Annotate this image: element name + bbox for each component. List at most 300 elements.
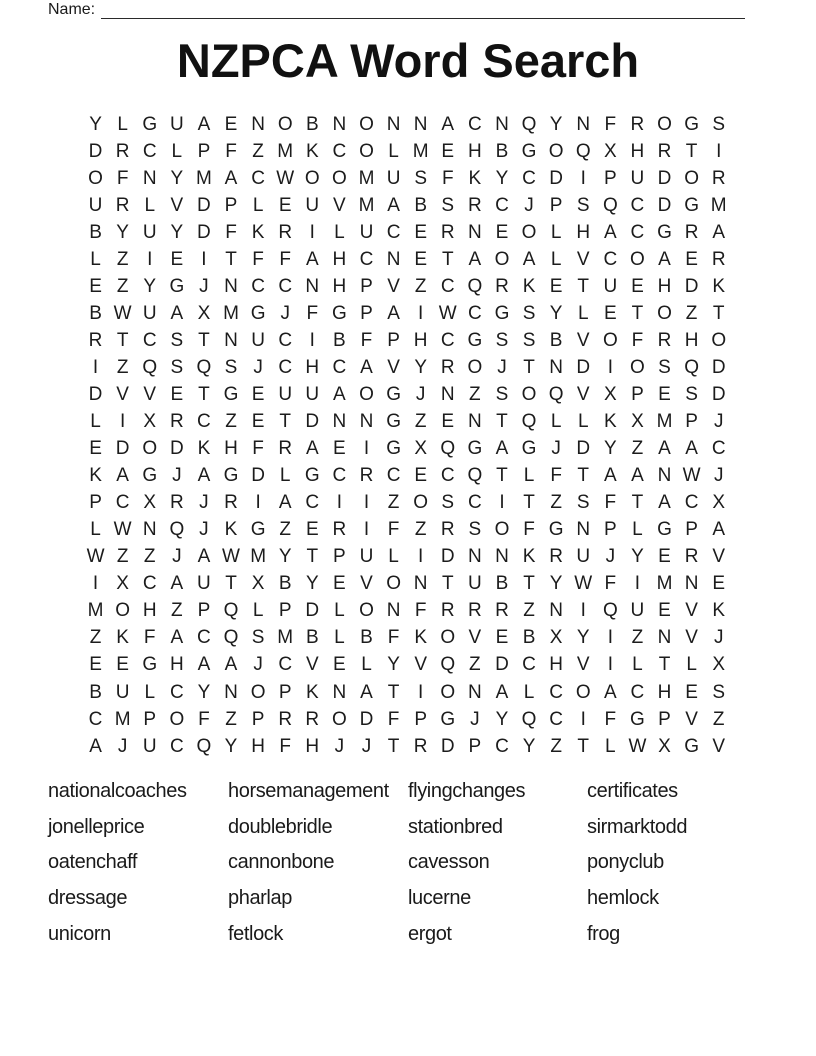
grid-letter[interactable]: G bbox=[657, 519, 672, 541]
grid-letter[interactable]: Y bbox=[116, 221, 129, 243]
grid-letter[interactable]: V bbox=[305, 654, 319, 676]
grid-letter[interactable]: H bbox=[630, 140, 645, 162]
grid-letter[interactable]: E bbox=[305, 519, 319, 541]
grid-letter[interactable]: Q bbox=[223, 600, 239, 622]
grid-letter[interactable]: T bbox=[198, 383, 210, 405]
grid-letter[interactable]: K bbox=[89, 465, 102, 487]
grid-letter[interactable]: G bbox=[386, 411, 401, 433]
grid-letter[interactable]: I bbox=[418, 681, 424, 703]
grid-letter[interactable]: R bbox=[359, 465, 374, 487]
grid-letter[interactable]: O bbox=[630, 356, 645, 378]
grid-letter[interactable]: N bbox=[576, 113, 591, 135]
grid-letter[interactable]: L bbox=[577, 302, 589, 324]
grid-letter[interactable]: G bbox=[521, 140, 537, 162]
grid-letter[interactable]: I bbox=[580, 167, 586, 189]
grid-letter[interactable]: N bbox=[657, 627, 672, 649]
grid-letter[interactable]: X bbox=[631, 411, 644, 433]
grid-letter[interactable]: N bbox=[576, 519, 591, 541]
grid-letter[interactable]: R bbox=[278, 221, 293, 243]
grid-letter[interactable]: T bbox=[441, 248, 454, 270]
grid-letter[interactable]: M bbox=[114, 708, 131, 730]
grid-letter[interactable]: L bbox=[252, 600, 264, 622]
grid-letter[interactable]: L bbox=[252, 194, 264, 216]
grid-letter[interactable]: E bbox=[495, 221, 509, 243]
grid-letter[interactable]: C bbox=[169, 681, 184, 703]
grid-letter[interactable]: U bbox=[386, 167, 401, 189]
grid-letter[interactable]: B bbox=[495, 140, 509, 162]
grid-letter[interactable]: I bbox=[363, 492, 370, 514]
grid-letter[interactable]: I bbox=[607, 654, 613, 676]
grid-letter[interactable]: W bbox=[628, 735, 647, 757]
grid-letter[interactable]: G bbox=[684, 194, 699, 216]
grid-letter[interactable]: I bbox=[92, 573, 99, 595]
grid-letter[interactable]: L bbox=[686, 654, 697, 676]
grid-letter[interactable]: R bbox=[549, 546, 563, 568]
grid-letter[interactable]: G bbox=[223, 465, 239, 487]
grid-letter[interactable]: Z bbox=[712, 708, 725, 730]
grid-letter[interactable]: M bbox=[710, 194, 727, 216]
grid-letter[interactable]: G bbox=[169, 275, 185, 297]
grid-letter[interactable]: Z bbox=[89, 627, 102, 649]
grid-letter[interactable]: P bbox=[278, 600, 292, 622]
grid-letter[interactable]: Q bbox=[602, 194, 618, 216]
grid-letter[interactable]: I bbox=[418, 302, 424, 324]
grid-letter[interactable]: B bbox=[522, 627, 536, 649]
grid-letter[interactable]: C bbox=[278, 275, 293, 297]
grid-letter[interactable]: U bbox=[142, 221, 157, 243]
grid-letter[interactable]: T bbox=[116, 329, 129, 351]
grid-letter[interactable]: A bbox=[631, 465, 644, 487]
grid-letter[interactable]: C bbox=[440, 275, 455, 297]
grid-letter[interactable]: A bbox=[170, 573, 184, 595]
grid-letter[interactable]: T bbox=[658, 654, 671, 676]
grid-letter[interactable]: R bbox=[440, 519, 455, 541]
grid-letter[interactable]: W bbox=[438, 302, 457, 324]
grid-letter[interactable]: R bbox=[684, 221, 699, 243]
grid-letter[interactable]: E bbox=[251, 411, 265, 433]
grid-letter[interactable]: N bbox=[224, 275, 238, 297]
grid-letter[interactable]: A bbox=[658, 248, 671, 270]
grid-letter[interactable]: L bbox=[334, 600, 345, 622]
grid-letter[interactable]: R bbox=[440, 221, 455, 243]
grid-letter[interactable]: S bbox=[414, 167, 428, 189]
grid-letter[interactable]: K bbox=[305, 140, 319, 162]
grid-letter[interactable]: P bbox=[360, 275, 373, 297]
grid-letter[interactable]: T bbox=[225, 248, 237, 270]
grid-letter[interactable]: H bbox=[657, 275, 672, 297]
grid-letter[interactable]: A bbox=[224, 654, 238, 676]
grid-letter[interactable]: Z bbox=[469, 654, 481, 676]
grid-letter[interactable]: K bbox=[116, 627, 129, 649]
grid-letter[interactable]: Q bbox=[521, 411, 537, 433]
grid-letter[interactable]: I bbox=[363, 519, 370, 541]
grid-letter[interactable]: I bbox=[634, 573, 641, 595]
grid-letter[interactable]: A bbox=[495, 681, 509, 703]
grid-letter[interactable]: N bbox=[224, 681, 238, 703]
grid-letter[interactable]: P bbox=[549, 194, 563, 216]
grid-letter[interactable]: E bbox=[685, 248, 698, 270]
grid-letter[interactable]: U bbox=[115, 681, 130, 703]
grid-letter[interactable]: L bbox=[577, 411, 589, 433]
grid-letter[interactable]: Y bbox=[631, 546, 644, 568]
grid-letter[interactable]: Q bbox=[602, 600, 618, 622]
grid-letter[interactable]: O bbox=[277, 113, 293, 135]
grid-letter[interactable]: W bbox=[574, 573, 593, 595]
grid-letter[interactable]: L bbox=[523, 681, 535, 703]
grid-letter[interactable]: O bbox=[359, 140, 374, 162]
grid-letter[interactable]: K bbox=[712, 600, 726, 622]
grid-letter[interactable]: A bbox=[603, 465, 617, 487]
grid-letter[interactable]: S bbox=[441, 492, 455, 514]
grid-letter[interactable]: T bbox=[279, 411, 291, 433]
grid-letter[interactable]: N bbox=[549, 356, 563, 378]
grid-letter[interactable]: A bbox=[197, 465, 211, 487]
grid-letter[interactable]: V bbox=[685, 627, 698, 649]
grid-letter[interactable]: F bbox=[279, 735, 291, 757]
grid-letter[interactable]: I bbox=[580, 708, 586, 730]
grid-letter[interactable]: C bbox=[467, 113, 482, 135]
grid-letter[interactable]: Z bbox=[116, 275, 129, 297]
grid-letter[interactable]: C bbox=[115, 492, 130, 514]
grid-letter[interactable]: K bbox=[712, 275, 726, 297]
grid-letter[interactable]: F bbox=[604, 708, 617, 730]
grid-letter[interactable]: C bbox=[386, 221, 401, 243]
grid-letter[interactable]: L bbox=[90, 519, 101, 541]
grid-letter[interactable]: R bbox=[711, 248, 726, 270]
grid-letter[interactable]: X bbox=[658, 735, 671, 757]
grid-letter[interactable]: D bbox=[684, 275, 699, 297]
grid-letter[interactable]: H bbox=[169, 654, 184, 676]
grid-letter[interactable]: F bbox=[116, 167, 129, 189]
grid-letter[interactable]: X bbox=[603, 140, 617, 162]
grid-letter[interactable]: P bbox=[224, 194, 238, 216]
grid-letter[interactable]: J bbox=[713, 627, 724, 649]
grid-letter[interactable]: T bbox=[631, 492, 644, 514]
grid-letter[interactable]: R bbox=[305, 708, 320, 730]
grid-letter[interactable]: Z bbox=[414, 411, 427, 433]
grid-letter[interactable]: F bbox=[360, 329, 373, 351]
grid-letter[interactable]: Y bbox=[549, 573, 563, 595]
grid-letter[interactable]: Y bbox=[495, 167, 509, 189]
grid-letter[interactable]: V bbox=[360, 573, 373, 595]
grid-letter[interactable]: R bbox=[684, 546, 699, 568]
grid-letter[interactable]: P bbox=[360, 302, 373, 324]
grid-letter[interactable]: R bbox=[495, 600, 509, 622]
grid-letter[interactable]: Z bbox=[171, 600, 183, 622]
grid-letter[interactable]: A bbox=[603, 681, 617, 703]
grid-letter[interactable]: R bbox=[169, 411, 184, 433]
grid-letter[interactable]: H bbox=[305, 356, 320, 378]
grid-letter[interactable]: M bbox=[656, 411, 673, 433]
grid-letter[interactable]: G bbox=[223, 383, 239, 405]
grid-letter[interactable]: R bbox=[467, 600, 482, 622]
grid-letter[interactable]: U bbox=[169, 113, 184, 135]
grid-letter[interactable]: R bbox=[495, 275, 509, 297]
grid-letter[interactable]: V bbox=[387, 356, 400, 378]
grid-letter[interactable]: C bbox=[549, 708, 563, 730]
grid-letter[interactable]: V bbox=[387, 275, 400, 297]
grid-letter[interactable]: K bbox=[522, 546, 536, 568]
grid-letter[interactable]: L bbox=[279, 465, 291, 487]
grid-letter[interactable]: Q bbox=[575, 140, 591, 162]
grid-letter[interactable]: C bbox=[332, 465, 347, 487]
grid-letter[interactable]: C bbox=[522, 654, 536, 676]
grid-letter[interactable]: C bbox=[495, 735, 509, 757]
grid-letter[interactable]: C bbox=[440, 329, 455, 351]
grid-letter[interactable]: J bbox=[713, 411, 724, 433]
grid-letter[interactable]: F bbox=[252, 438, 264, 460]
grid-letter[interactable]: O bbox=[602, 329, 618, 351]
grid-letter[interactable]: U bbox=[359, 546, 374, 568]
grid-letter[interactable]: A bbox=[170, 627, 184, 649]
grid-letter[interactable]: N bbox=[332, 411, 347, 433]
grid-letter[interactable]: W bbox=[222, 546, 240, 568]
grid-letter[interactable]: X bbox=[116, 573, 129, 595]
grid-letter[interactable]: T bbox=[523, 573, 535, 595]
grid-letter[interactable]: E bbox=[414, 248, 428, 270]
grid-letter[interactable]: P bbox=[197, 140, 211, 162]
grid-letter[interactable]: D bbox=[88, 383, 103, 405]
grid-letter[interactable]: E bbox=[89, 275, 102, 297]
grid-letter[interactable]: Y bbox=[197, 681, 211, 703]
grid-letter[interactable]: C bbox=[88, 708, 103, 730]
grid-letter[interactable]: L bbox=[117, 113, 128, 135]
grid-letter[interactable]: T bbox=[496, 411, 508, 433]
grid-letter[interactable]: A bbox=[197, 113, 211, 135]
grid-letter[interactable]: L bbox=[144, 194, 156, 216]
grid-letter[interactable]: O bbox=[494, 519, 510, 541]
grid-letter[interactable]: N bbox=[332, 113, 347, 135]
grid-letter[interactable]: Z bbox=[631, 627, 644, 649]
grid-letter[interactable]: S bbox=[712, 681, 726, 703]
grid-letter[interactable]: P bbox=[631, 383, 644, 405]
grid-letter[interactable]: H bbox=[657, 681, 672, 703]
grid-letter[interactable]: Z bbox=[225, 708, 237, 730]
grid-letter[interactable]: J bbox=[551, 438, 561, 460]
grid-letter[interactable]: S bbox=[495, 329, 509, 351]
grid-letter[interactable]: P bbox=[251, 708, 265, 730]
grid-letter[interactable]: H bbox=[549, 654, 563, 676]
grid-letter[interactable]: F bbox=[604, 492, 617, 514]
grid-letter[interactable]: I bbox=[499, 492, 505, 514]
grid-letter[interactable]: B bbox=[305, 627, 319, 649]
grid-letter[interactable]: E bbox=[685, 681, 698, 703]
grid-letter[interactable]: R bbox=[278, 438, 293, 460]
grid-letter[interactable]: J bbox=[199, 275, 209, 297]
grid-letter[interactable]: F bbox=[225, 221, 237, 243]
grid-letter[interactable]: O bbox=[386, 573, 401, 595]
grid-letter[interactable]: J bbox=[253, 654, 263, 676]
grid-letter[interactable]: Y bbox=[522, 735, 536, 757]
grid-letter[interactable]: Y bbox=[414, 356, 428, 378]
grid-letter[interactable]: O bbox=[413, 492, 429, 514]
grid-letter[interactable]: F bbox=[279, 248, 291, 270]
grid-letter[interactable]: Q bbox=[548, 383, 564, 405]
grid-letter[interactable]: F bbox=[252, 248, 264, 270]
grid-letter[interactable]: A bbox=[360, 356, 373, 378]
grid-letter[interactable]: M bbox=[358, 194, 375, 216]
grid-letter[interactable]: G bbox=[657, 221, 672, 243]
grid-letter[interactable]: E bbox=[333, 654, 346, 676]
grid-letter[interactable]: Z bbox=[143, 546, 156, 568]
grid-letter[interactable]: L bbox=[361, 654, 372, 676]
grid-letter[interactable]: C bbox=[305, 492, 320, 514]
grid-letter[interactable]: Q bbox=[467, 465, 483, 487]
grid-letter[interactable]: I bbox=[309, 221, 315, 243]
grid-letter[interactable]: R bbox=[467, 194, 482, 216]
grid-letter[interactable]: O bbox=[359, 113, 374, 135]
grid-letter[interactable]: T bbox=[577, 735, 590, 757]
grid-letter[interactable]: S bbox=[576, 194, 590, 216]
grid-letter[interactable]: O bbox=[684, 167, 699, 189]
grid-letter[interactable]: C bbox=[630, 221, 645, 243]
grid-letter[interactable]: A bbox=[387, 194, 400, 216]
grid-letter[interactable]: N bbox=[359, 411, 374, 433]
grid-letter[interactable]: V bbox=[116, 383, 129, 405]
grid-letter[interactable]: P bbox=[685, 519, 698, 541]
grid-letter[interactable]: O bbox=[359, 600, 374, 622]
grid-letter[interactable]: R bbox=[115, 194, 130, 216]
grid-letter[interactable]: Y bbox=[224, 735, 238, 757]
grid-letter[interactable]: D bbox=[305, 600, 320, 622]
grid-letter[interactable]: E bbox=[170, 248, 184, 270]
grid-letter[interactable]: V bbox=[576, 654, 590, 676]
grid-letter[interactable]: G bbox=[142, 654, 158, 676]
grid-letter[interactable]: O bbox=[88, 167, 103, 189]
grid-letter[interactable]: N bbox=[495, 546, 509, 568]
grid-letter[interactable]: O bbox=[521, 383, 537, 405]
grid-letter[interactable]: P bbox=[278, 681, 292, 703]
grid-letter[interactable]: M bbox=[277, 627, 294, 649]
grid-letter[interactable]: C bbox=[359, 248, 374, 270]
grid-letter[interactable]: L bbox=[550, 411, 562, 433]
grid-letter[interactable]: R bbox=[630, 113, 645, 135]
grid-letter[interactable]: U bbox=[251, 329, 265, 351]
grid-letter[interactable]: C bbox=[711, 438, 726, 460]
grid-letter[interactable]: E bbox=[251, 383, 265, 405]
grid-letter[interactable]: M bbox=[196, 167, 212, 189]
grid-letter[interactable]: L bbox=[523, 465, 535, 487]
grid-letter[interactable]: L bbox=[550, 221, 562, 243]
grid-letter[interactable]: S bbox=[522, 329, 536, 351]
grid-letter[interactable]: R bbox=[413, 735, 428, 757]
grid-letter[interactable]: Z bbox=[685, 302, 698, 324]
grid-letter[interactable]: G bbox=[250, 302, 266, 324]
grid-letter[interactable]: I bbox=[120, 411, 126, 433]
grid-letter[interactable]: Z bbox=[631, 438, 644, 460]
grid-letter[interactable]: O bbox=[657, 302, 672, 324]
grid-letter[interactable]: N bbox=[440, 383, 455, 405]
grid-letter[interactable]: M bbox=[358, 167, 375, 189]
grid-letter[interactable]: B bbox=[305, 113, 319, 135]
grid-letter[interactable]: A bbox=[685, 438, 698, 460]
grid-letter[interactable]: H bbox=[224, 438, 238, 460]
grid-letter[interactable]: O bbox=[521, 221, 537, 243]
grid-letter[interactable]: J bbox=[361, 735, 372, 757]
grid-letter[interactable]: X bbox=[603, 383, 617, 405]
grid-letter[interactable]: R bbox=[224, 492, 238, 514]
grid-letter[interactable]: B bbox=[360, 627, 373, 649]
grid-letter[interactable]: C bbox=[467, 492, 482, 514]
grid-letter[interactable]: N bbox=[142, 519, 157, 541]
grid-letter[interactable]: E bbox=[631, 275, 644, 297]
grid-letter[interactable]: Z bbox=[116, 546, 129, 568]
grid-letter[interactable]: P bbox=[414, 708, 428, 730]
grid-letter[interactable]: A bbox=[170, 302, 184, 324]
grid-letter[interactable]: O bbox=[575, 681, 591, 703]
grid-letter[interactable]: P bbox=[89, 492, 102, 514]
grid-letter[interactable]: S bbox=[224, 356, 238, 378]
grid-letter[interactable]: Z bbox=[550, 735, 562, 757]
grid-letter[interactable]: A bbox=[522, 248, 536, 270]
grid-letter[interactable]: U bbox=[467, 573, 482, 595]
grid-letter[interactable]: R bbox=[440, 600, 455, 622]
grid-letter[interactable]: B bbox=[89, 221, 102, 243]
grid-letter[interactable]: A bbox=[197, 654, 211, 676]
grid-letter[interactable]: V bbox=[414, 654, 428, 676]
grid-letter[interactable]: O bbox=[250, 681, 266, 703]
grid-letter[interactable]: Y bbox=[495, 708, 509, 730]
grid-letter[interactable]: F bbox=[225, 140, 237, 162]
grid-letter[interactable]: I bbox=[255, 492, 261, 514]
grid-letter[interactable]: Z bbox=[116, 356, 129, 378]
grid-letter[interactable]: S bbox=[712, 113, 726, 135]
grid-letter[interactable]: D bbox=[549, 167, 563, 189]
grid-letter[interactable]: T bbox=[306, 546, 319, 568]
grid-letter[interactable]: G bbox=[684, 735, 699, 757]
grid-letter[interactable]: C bbox=[630, 681, 645, 703]
grid-letter[interactable]: G bbox=[304, 465, 320, 487]
grid-letter[interactable]: L bbox=[334, 221, 345, 243]
grid-letter[interactable]: O bbox=[548, 140, 564, 162]
grid-letter[interactable]: J bbox=[605, 546, 616, 568]
grid-letter[interactable]: P bbox=[333, 546, 346, 568]
grid-letter[interactable]: Q bbox=[142, 356, 158, 378]
grid-letter[interactable]: O bbox=[440, 627, 456, 649]
grid-letter[interactable]: N bbox=[305, 275, 320, 297]
grid-letter[interactable]: W bbox=[86, 546, 105, 568]
grid-letter[interactable]: F bbox=[387, 519, 400, 541]
grid-letter[interactable]: B bbox=[495, 573, 509, 595]
grid-letter[interactable]: C bbox=[251, 275, 265, 297]
grid-letter[interactable]: N bbox=[467, 546, 482, 568]
grid-letter[interactable]: Y bbox=[170, 167, 184, 189]
grid-letter[interactable]: Z bbox=[387, 492, 400, 514]
grid-letter[interactable]: V bbox=[576, 383, 590, 405]
grid-letter[interactable]: F bbox=[306, 302, 319, 324]
grid-letter[interactable]: S bbox=[251, 627, 265, 649]
grid-letter[interactable]: V bbox=[576, 248, 590, 270]
grid-letter[interactable]: Y bbox=[549, 302, 563, 324]
grid-letter[interactable]: S bbox=[468, 519, 482, 541]
grid-letter[interactable]: R bbox=[88, 329, 103, 351]
grid-letter[interactable]: J bbox=[117, 735, 128, 757]
grid-letter[interactable]: N bbox=[386, 248, 401, 270]
grid-letter[interactable]: K bbox=[603, 411, 617, 433]
grid-letter[interactable]: I bbox=[363, 438, 370, 460]
grid-letter[interactable]: F bbox=[414, 600, 427, 622]
grid-letter[interactable]: A bbox=[305, 438, 319, 460]
grid-letter[interactable]: I bbox=[147, 248, 153, 270]
grid-letter[interactable]: J bbox=[524, 194, 534, 216]
grid-letter[interactable]: Q bbox=[521, 113, 537, 135]
grid-letter[interactable]: I bbox=[418, 546, 424, 568]
grid-letter[interactable]: Y bbox=[89, 113, 102, 135]
grid-letter[interactable]: F bbox=[604, 573, 617, 595]
grid-letter[interactable]: N bbox=[142, 167, 157, 189]
grid-letter[interactable]: Q bbox=[169, 519, 185, 541]
grid-letter[interactable]: U bbox=[305, 194, 320, 216]
